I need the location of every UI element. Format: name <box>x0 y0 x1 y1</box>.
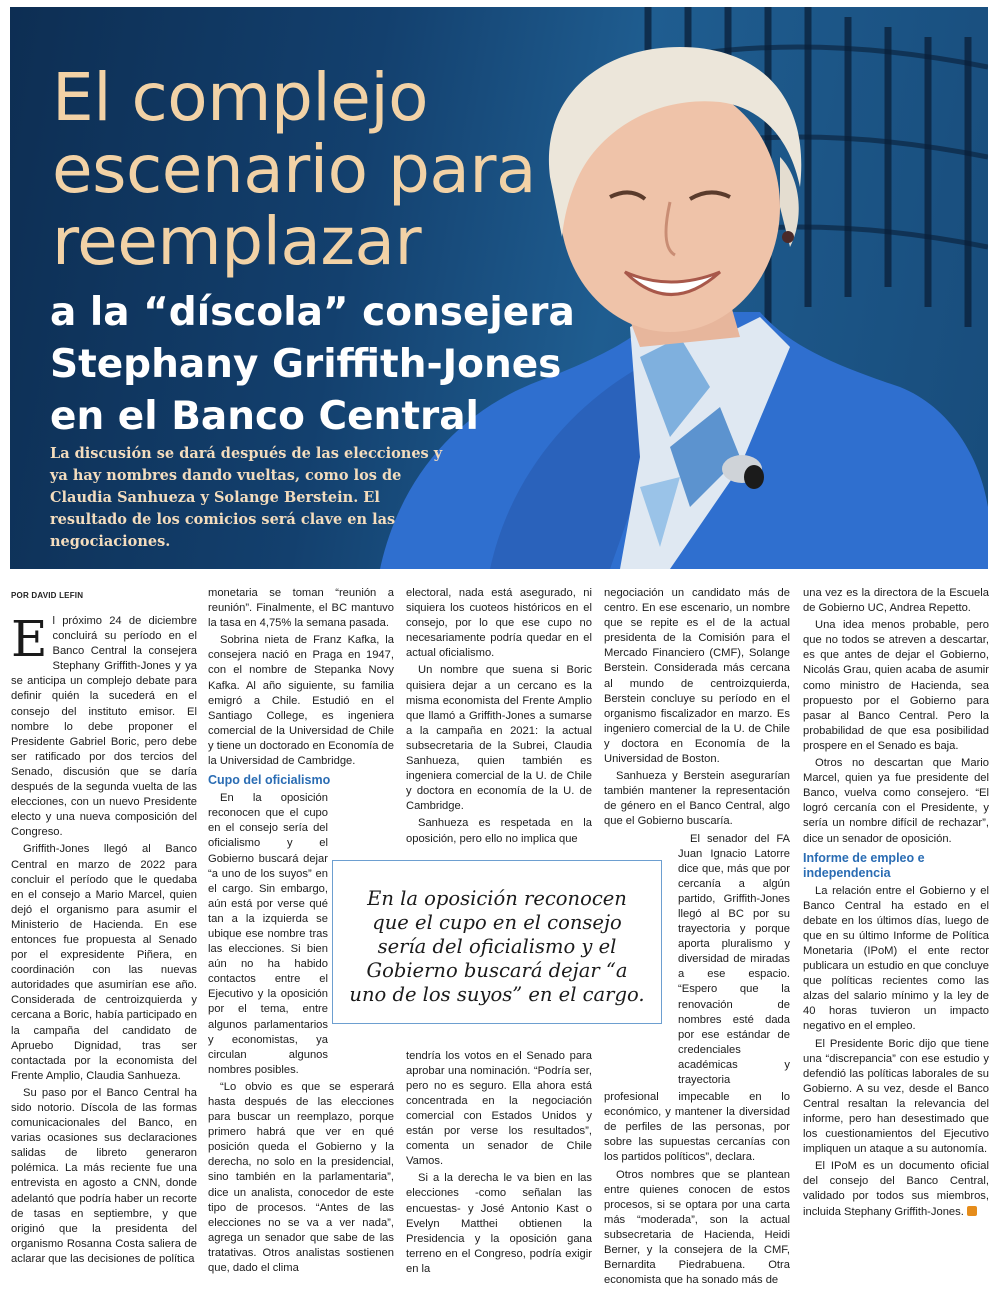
paragraph: Si a la derecha le va bien en las elecciones -como señalan las encuestas- y José Antonio Kast o Evelyn Matthei obtienen la Presidencia y la oposición gana terreno en el Congreso, podría exigir en la <box>406 1172 592 1275</box>
paragraph-text: El IPoM es un documento oficial del consejo del Banco Central, validado por todos sus miembros, incluida Stephany Griffith-Jones. <box>803 1160 989 1218</box>
headline-main <box>52 59 536 280</box>
paragraph: En la oposición reconocen que el cupo en el consejo sería del oficialismo y el Gobierno buscará dejar “a uno de los suyos” en el cargo. Sin embargo, aún está por verse qué tan a la izquierda se ubique ese nombre tras las elecciones. Si bien aún no ha habido contactos entre el Ejecutivo y la oposición por el tema, entre algunos parlamentarios y economistas, ya circulan algunos nombres posibles. <box>208 792 328 1076</box>
paragraph: Griffith-Jones llegó al Banco Central en marzo de 2022 para concluir el período que le quedaba en el consejo a Mario Marcel, quien dejó el organismo para asumir el Ministerio de Hacienda. En ese entonces fue propuesta al Senado por el expresidente Piñera, en coordinación con las nuevas autoridades que asumirían ese año. Considerada de centroizquierda y cercana a Boric, había participado en la campaña del candidato de Apruebo Dignidad, tras ser contactada por la economista del Frente Amplio, Claudia Sanhueza. <box>11 843 197 1082</box>
paragraph: Una idea menos probable, pero que no todos se atreven a descartar, es que antes de dejar el Gobierno, Nicolás Grau, quien acaba de asumir como ministro de Hacienda, sea propuesto por el Gobierno para pasar al Banco Central. Pero la probabilidad de que esa posibilidad prospere en el Senado es baja. <box>803 619 989 752</box>
paragraph: Su paso por el Banco Central ha sido notorio. Díscola de las formas comunicacionales del Banco, en varias ocasiones sus declaraciones salidas de libreto generaron polémica. La más reciente fue una entrevista en agosto a CNN, donde adelantó que podría haber un recorte de tasas en septiembre, y que originó que la presidenta del organismo Rosanna Costa saliera de aclarar que las decisiones de política <box>11 1086 197 1265</box>
paragraph: Sobrina nieta de Franz Kafka, la consejera nació en Praga en 1947, con el nombre de Stepanka Novy Kafka. Al año siguiente, su familia emigró a Chile. Estudió en el Santiago College, es ingeniera comercial de la Universidad de Chile y tiene un doctorado en Economía de la Universidad de Cambridge. <box>208 634 394 768</box>
paragraph <box>11 610 197 840</box>
headline-line-2: escenario para <box>52 131 536 208</box>
subhead-informe: Informe de empleo e independencia <box>803 850 925 880</box>
pull-quote: En la oposición reconocen que el cupo en el consejo sería del oficialismo y el Gobierno buscará dejar “a uno de los suyos” en el cargo. <box>332 860 662 1024</box>
paragraph: monetaria se toman “reunión a reunión”. Finalmente, el BC mantuvo la tasa en 4,75% la semana pasada. <box>208 587 394 630</box>
byline: POR DAVID LEFIN <box>11 591 84 600</box>
headline-line-6: en el Banco Central <box>50 394 479 439</box>
hero-banner <box>10 7 988 569</box>
subhead-cupo: Cupo del oficialismo <box>208 773 331 788</box>
column-5 <box>803 586 989 1222</box>
paragraph: Otros nombres que se plantean entre quienes conocen de estos procesos, si se optara por una carta más “moderada”, son la actual subsecretaria de Hacienda, Heidi Berner, y la consejera de la CMF, Bernardita Piedrabuena. Otra economista que ha sonado más de <box>604 1168 790 1287</box>
paragraph: El senador del FA Juan Ignacio Latorre dice que, más que por cercanía a algún partido, Griffith-Jones llegó al BC por su trayectoria y porque aporta pluralismo y diversidad de miradas a ese espacio. “Espero que la renovación de nombres esté dada por ese estándar de credenciales académicas y trayectoria <box>678 832 790 1086</box>
paragraph: Un nombre que suena si Boric quisiera dejar a un cercano es la misma economista del Frente Amplio que llamó a Griffith-Jones a sumarse a la campaña en 2021: la actual subsecretaria de la Subrei, Claudia Sanhueza, quien también es ingeniera comercial de la U. de Chile y doctora en economía de la U. de Cambridge. <box>406 664 592 813</box>
end-of-article-icon <box>967 1206 977 1216</box>
paragraph: Sanhueza y Berstein asegurarían también mantener la representación de género en el Banco Central, algo que el Gobierno buscaría. <box>604 770 790 828</box>
paragraph: El Presidente Boric dijo que tiene una “discrepancia” con ese estudio y defendió las políticas laborales de su Gobierno. A su vez, desde el Banco Central resaltan la relevancia del informe, pero han desestimado que los cuestionamientos del Ejecutivo impliquen un ataque a su autonomía. <box>803 1037 989 1156</box>
headline-line-4: a la “díscola” consejera <box>50 290 575 335</box>
column-1 <box>11 610 197 1269</box>
article-dek: La discusión se dará después de las elecciones y ya hay nombres dando vueltas, como los de Claudia Sanhueza y Solange Berstein. El resultado de los comicios será clave en las negociaciones. <box>50 445 443 550</box>
headline-secondary <box>50 287 575 443</box>
headline-line-1: El complejo <box>52 59 429 136</box>
paragraph: La relación entre el Gobierno y el Banco Central ha estado en el debate en los últimos días, luego de que en su último Informe de Política Monetaria (IPoM) el ente rector publicara un estudio en que concluye que políticas recientes como las alzas del salario mínimo y la ley de 40 horas tuvieron un impacto negativo en el empleo. <box>803 884 989 1033</box>
paragraph: “Lo obvio es que se esperará hasta después de las elecciones para buscar un reemplazo, porque primero habrá que ver en qué posición queda el Gobierno y la derecha, no solo en la presidencial, sino también en la parlamentaria”, dice un analista, conocedor de este tipo de procesos. “Antes de las elecciones no se va a ver nada”, agrega un senador que sabe de las tratativas. Otros analistas sostienen que, dado el clima <box>208 1080 394 1275</box>
paragraph: profesional impecable en lo económico, y mantener la diversidad de perfiles de las personas, por sobre las supuestas cercanías con los partidos políticos”, declara. <box>604 1091 790 1164</box>
headline-line-5: Stephany Griffith-Jones <box>50 342 562 387</box>
paragraph: una vez es la directora de la Escuela de Gobierno UC, Andrea Repetto. <box>803 587 989 615</box>
drop-cap: E <box>11 610 48 668</box>
paragraph: Otros no descartan que Mario Marcel, quien ya fue presidente del Banco, vuelva como consejero. “El logró cercanía con el Presidente, y sería un nombre difícil de rechazar”, dice un senador de oposición. <box>803 757 989 845</box>
paragraph: tendría los votos en el Senado para aprobar una nominación. “Podría ser, pero no es seguro. Ella ahora está concentrada en la negociación comercial con Estados Unidos y están por verse los resultados”, comenta un senador de Chile Vamos. <box>406 1049 592 1168</box>
paragraph: Sanhueza es respetada en la oposición, pero ello no implica que <box>406 817 592 845</box>
paragraph-text: l próximo 24 de diciembre concluirá su período en el Banco Central la consejera Stephany Griffith-Jones y ya se anticipa un complejo debate para definir quién la sucederá en el consejo del instituto emisor. El nombre lo debe proponer el Presidente Gabriel Boric, pero debe ser ratificado por dos tercios del Senado, discusión que se daría después de la segunda vuelta de las elecciones, con un nuevo Presidente electo y una nueva composición del Congreso. <box>11 615 197 839</box>
headline-line-3: reemplazar <box>52 203 422 280</box>
paragraph: electoral, nada está asegurado, ni siquiera los cuoteos históricos en el consejo, por lo que ese cupo no necesariamente podría quedar en el actual oficialismo. <box>406 587 592 660</box>
paragraph <box>803 1159 989 1219</box>
paragraph: negociación un candidato más de centro. En ese escenario, un nombre que se repite es el de la actual presidenta de la Comisión para el Mercado Financiero (CMF), Solange Berstein. Considerada más cercana al mundo de centroizquierda, Berstein concluye su período en el organismo fiscalizador en marzo. Es ingeniero comercial de la U. de Chile y doctora en Economía de la Universidad de Boston. <box>604 587 790 766</box>
